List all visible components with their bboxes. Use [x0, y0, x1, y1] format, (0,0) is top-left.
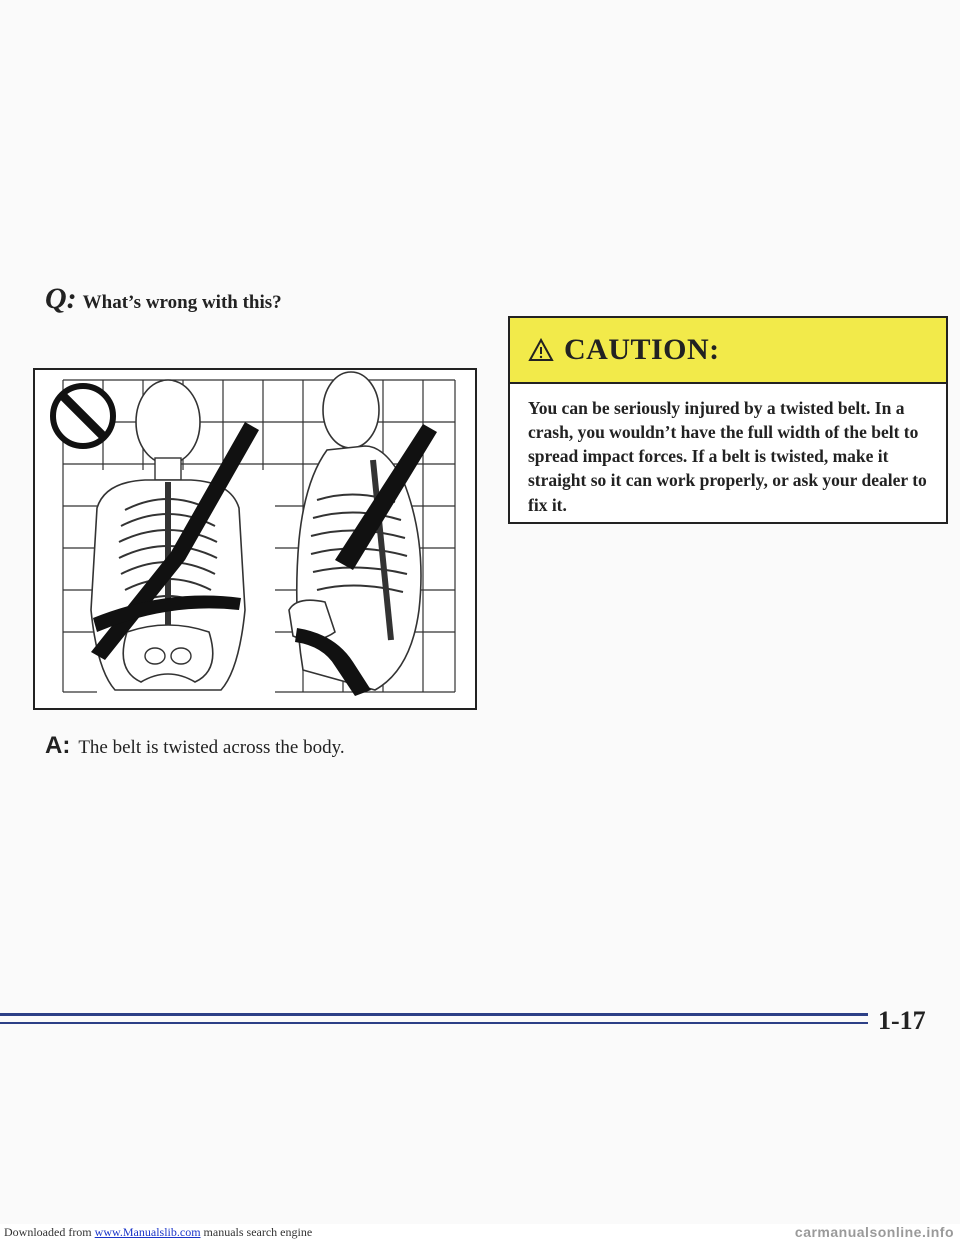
- answer: [45, 732, 345, 760]
- caution-text: You can be seriously injured by a twisted belt. In a crash, you wouldn’t have the full width of the belt to spread impact forces. If a belt is twisted, make it straight so it can work properly, or ask your dealer to fix it.: [528, 398, 927, 515]
- manualslib-link[interactable]: www.Manualslib.com: [94, 1225, 201, 1239]
- watermark: carmanualsonline.info: [794, 1224, 954, 1240]
- footer-prefix: Downloaded from: [4, 1225, 95, 1239]
- question: [45, 282, 282, 316]
- warning-triangle-icon: [528, 338, 554, 362]
- caution-box: [508, 316, 948, 524]
- caution-title: CAUTION:: [564, 333, 720, 366]
- question-text: What’s wrong with this?: [82, 292, 282, 313]
- footer-suffix: manuals search engine: [200, 1225, 313, 1239]
- answer-mark-label: A:: [45, 732, 71, 759]
- page-number: 1-17: [878, 1006, 926, 1035]
- front-figure: [91, 380, 275, 698]
- side-figure: [289, 372, 437, 696]
- twisted-belt-illustration: [33, 368, 477, 710]
- footer-source: [4, 1225, 312, 1240]
- answer-text: The belt is twisted across the body.: [78, 737, 345, 758]
- caution-header: [510, 318, 946, 384]
- divider-rule-bottom: [0, 1022, 868, 1024]
- download-footer: [0, 1224, 960, 1242]
- divider-rule-top: [0, 1013, 868, 1016]
- prohibited-icon: [53, 386, 113, 446]
- question-mark-label: Q:: [45, 282, 77, 315]
